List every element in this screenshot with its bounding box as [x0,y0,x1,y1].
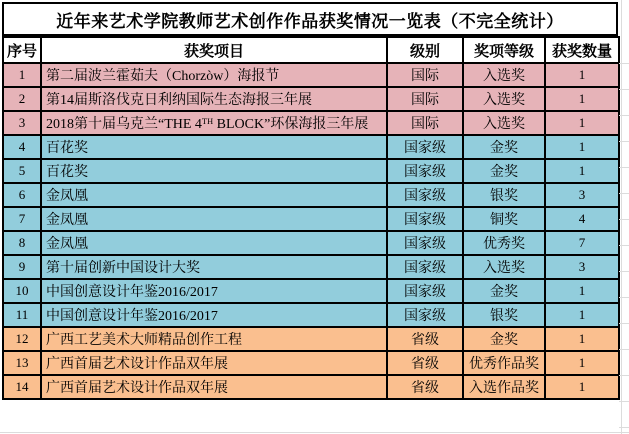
cell-award-project: 第十届创新中国设计大奖 [41,255,387,279]
cell-award-count: 1 [545,87,619,111]
cell-award-grade: 入选作品奖 [463,375,545,399]
cell-serial-number: 4 [3,135,41,159]
sheet-gridline-stubs [619,38,629,430]
cell-serial-number: 10 [3,279,41,303]
table-row [3,303,619,327]
cell-level: 省级 [387,351,463,375]
cell-award-count: 4 [545,207,619,231]
table-row [3,111,619,135]
cell-serial-number: 9 [3,255,41,279]
cell-award-project: 金凤凰 [41,183,387,207]
cell-serial-number: 7 [3,207,41,231]
cell-level: 国家级 [387,231,463,255]
cell-award-project: 中国创意设计年鉴2016/2017 [41,279,387,303]
cell-award-count: 3 [545,255,619,279]
cell-serial-number: 11 [3,303,41,327]
cell-serial-number: 3 [3,111,41,135]
cell-level: 国家级 [387,207,463,231]
cell-award-count: 1 [545,111,619,135]
table-row [3,375,619,399]
awards-table [2,36,620,400]
cell-level: 国家级 [387,135,463,159]
table-row [3,231,619,255]
cell-award-grade: 入选奖 [463,111,545,135]
cell-award-grade: 优秀奖 [463,231,545,255]
table-row [3,87,619,111]
page-title: 近年来艺术学院教师艺术创作作品获奖情况一览表（不完全统计） [2,2,618,36]
cell-award-grade: 入选奖 [463,87,545,111]
cell-award-count: 1 [545,303,619,327]
cell-award-count: 1 [545,351,619,375]
column-header-project: 获奖项目 [41,37,387,63]
column-header-no: 序号 [3,37,41,63]
table-row [3,63,619,87]
cell-award-project: 百花奖 [41,135,387,159]
cell-award-count: 1 [545,279,619,303]
cell-level: 国际 [387,87,463,111]
cell-serial-number: 6 [3,183,41,207]
cell-award-project: 金凤凰 [41,231,387,255]
cell-level: 国际 [387,63,463,87]
cell-award-project: 百花奖 [41,159,387,183]
cell-award-project: 广西首届艺术设计作品双年展 [41,375,387,399]
cell-level: 国际 [387,111,463,135]
table-row [3,183,619,207]
cell-award-project: 金凤凰 [41,207,387,231]
cell-award-project: 2018第十届乌克兰“THE 4ᵀᴴ BLOCK”环保海报三年展 [41,111,387,135]
cell-award-project: 广西首届艺术设计作品双年展 [41,351,387,375]
cell-award-count: 1 [545,63,619,87]
table-row [3,351,619,375]
cell-level: 省级 [387,327,463,351]
cell-serial-number: 12 [3,327,41,351]
cell-award-count: 1 [545,375,619,399]
cell-award-grade: 银奖 [463,303,545,327]
cell-award-grade: 金奖 [463,327,545,351]
cell-level: 国家级 [387,279,463,303]
cell-level: 省级 [387,375,463,399]
cell-award-count: 1 [545,327,619,351]
cell-award-grade: 金奖 [463,279,545,303]
table-row [3,135,619,159]
table-row [3,279,619,303]
cell-award-project: 第二届波兰霍茹夫（Chorzòw）海报节 [41,63,387,87]
cell-award-project: 中国创意设计年鉴2016/2017 [41,303,387,327]
table-row [3,327,619,351]
cell-serial-number: 2 [3,87,41,111]
cell-level: 国家级 [387,303,463,327]
cell-level: 国家级 [387,159,463,183]
cell-award-grade: 铜奖 [463,207,545,231]
cell-award-project: 广西工艺美术大师精品创作工程 [41,327,387,351]
cell-award-grade: 入选奖 [463,63,545,87]
cell-serial-number: 14 [3,375,41,399]
table-row [3,159,619,183]
cell-serial-number: 13 [3,351,41,375]
cell-level: 国家级 [387,183,463,207]
cell-serial-number: 1 [3,63,41,87]
cell-award-grade: 入选奖 [463,255,545,279]
cell-award-count: 3 [545,183,619,207]
table-header-row [3,37,619,63]
column-header-level: 级别 [387,37,463,63]
column-header-count: 获奖数量 [545,37,619,63]
cell-award-count: 7 [545,231,619,255]
table-row [3,207,619,231]
cell-award-project: 第14届斯洛伐克日利纳国际生态海报三年展 [41,87,387,111]
cell-award-grade: 银奖 [463,183,545,207]
table-row [3,255,619,279]
cell-serial-number: 5 [3,159,41,183]
cell-serial-number: 8 [3,231,41,255]
cell-award-grade: 金奖 [463,135,545,159]
cell-award-grade: 优秀作品奖 [463,351,545,375]
cell-award-count: 1 [545,135,619,159]
cell-award-grade: 金奖 [463,159,545,183]
sheet-gridline-horizontal [0,432,629,433]
column-header-grade: 奖项等级 [463,37,545,63]
cell-award-count: 1 [545,159,619,183]
cell-level: 国家级 [387,255,463,279]
